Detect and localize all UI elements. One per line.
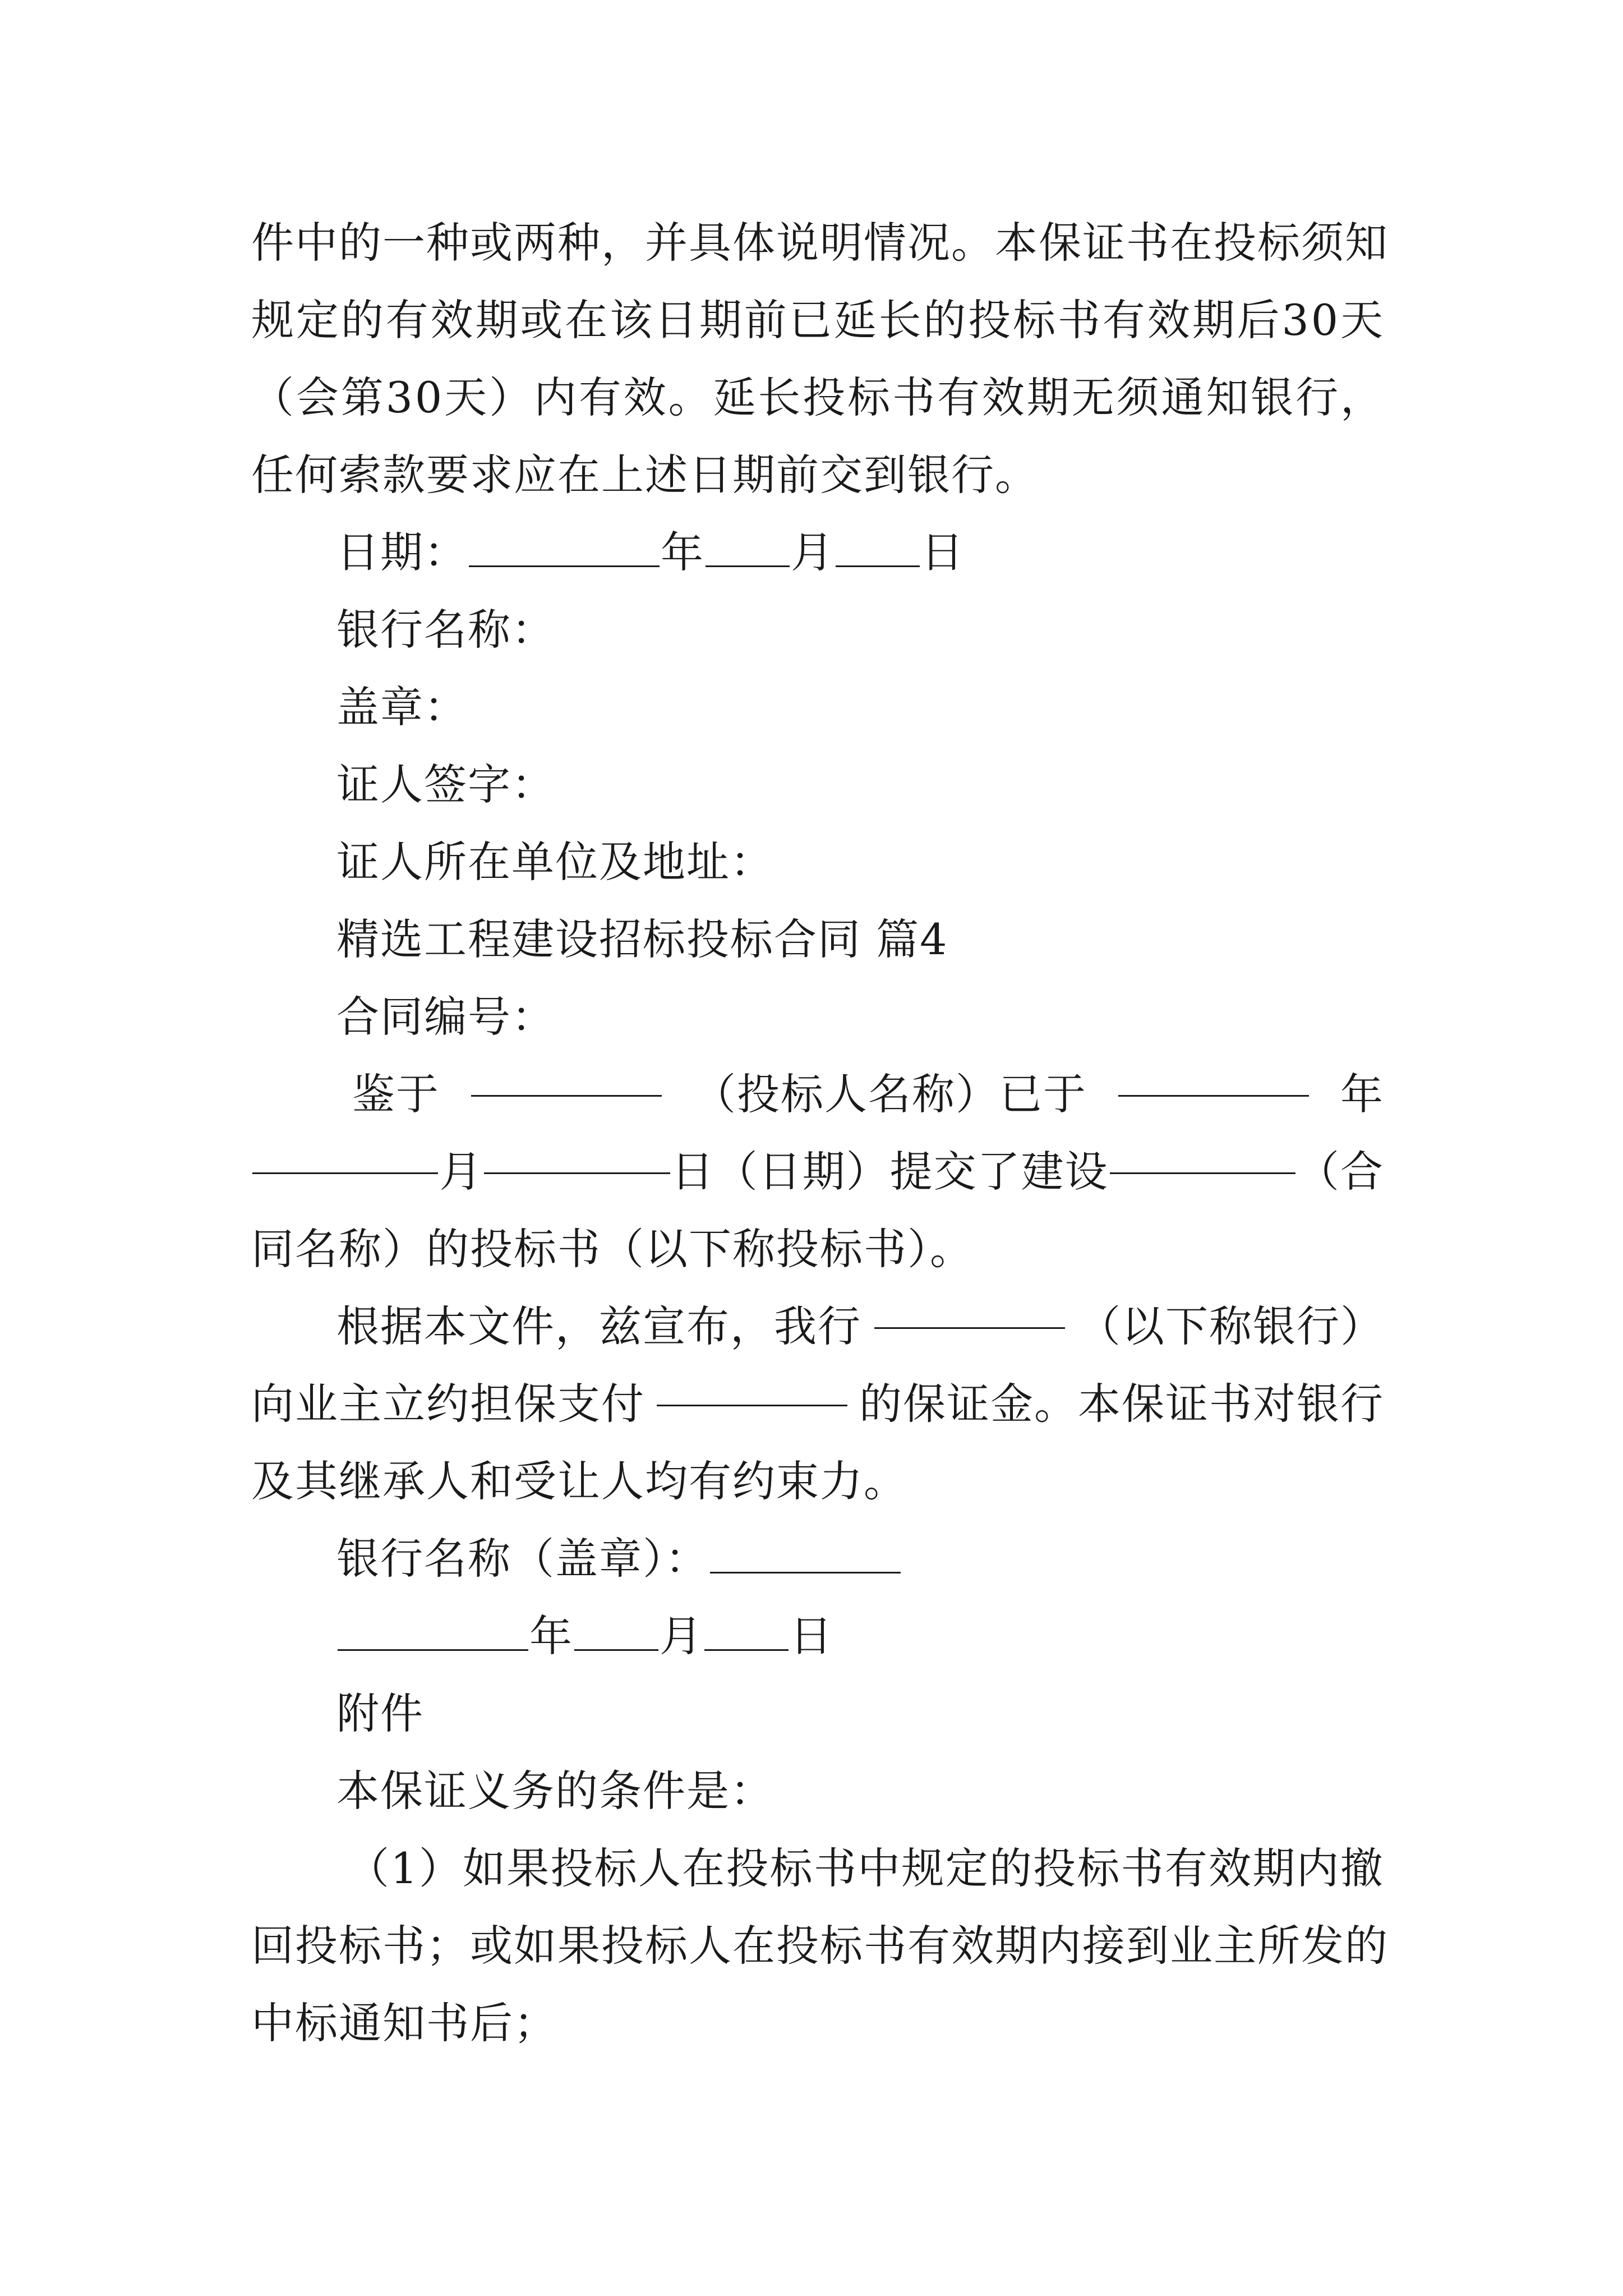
day-blank — [484, 1133, 670, 1174]
paragraph-line: 任何索款要求应在上述日期前交到银行。 — [251, 450, 1039, 500]
text: 年 — [1340, 1069, 1384, 1119]
month-label: 月 — [660, 1611, 703, 1661]
day-label: 日 — [921, 527, 965, 577]
paragraph-line: 规 定 的 有 效 期 或 在 该 日 期 前 已 延 长 的 投 标 书 有 效 期 后 3 0 天 — [251, 295, 1384, 345]
paragraph-line — [251, 1133, 1384, 1211]
paragraph-line: 同名称）的投标书（以下称投标书）。 — [251, 1224, 974, 1274]
bank-name-line: 银行名称： — [336, 605, 555, 655]
text: 向业主立约担保支付 — [251, 1379, 645, 1429]
bank-blank — [874, 1288, 1065, 1329]
year-blank — [1118, 1056, 1309, 1097]
witness-signature-line: 证人签字： — [336, 760, 555, 809]
paragraph-line: 及其继承人和受让人均有约束力。 — [251, 1456, 907, 1506]
paragraph-line: 中标通知书后； — [251, 1998, 557, 2048]
bidder-blank — [471, 1056, 662, 1097]
amount-blank — [657, 1365, 847, 1406]
text: 银行名称（盖章）： — [336, 1534, 709, 1584]
section-title: 精选工程建设招标投标合同 篇4 — [336, 914, 948, 964]
attachment-heading: 附件 — [336, 1688, 424, 1738]
witness-unit-line: 证人所在单位及地址： — [336, 837, 774, 887]
year-label: 年 — [661, 527, 704, 577]
paragraph-line — [251, 1056, 1384, 1133]
text: （投标人名称）已于 — [693, 1069, 1087, 1119]
paragraph-line: 件 中 的 一 种 或 两 种 ， 并 具 体 说 明 情 况 。 本 保 证 书 在 投 标 须 知 — [251, 218, 1389, 268]
date-label: 日期： — [336, 527, 468, 577]
paragraph-line: 回 投 标 书 ； 或 如 果 投 标 人 在 投 标 书 有 效 期 内 接 到 业 主 所 发 的 — [251, 1921, 1389, 1971]
text: 根据本文件，兹宣布，我行 — [336, 1301, 861, 1351]
paragraph-line — [251, 1365, 1384, 1443]
day-blank — [704, 1610, 789, 1651]
date-line — [251, 1598, 1384, 1675]
month-blank — [252, 1133, 438, 1174]
text: （合 — [1296, 1147, 1384, 1197]
year-blank — [469, 526, 660, 567]
date-line — [251, 514, 1384, 591]
conditions-intro: 本保证义务的条件是： — [336, 1766, 774, 1816]
year-blank — [338, 1610, 528, 1651]
project-blank — [1110, 1133, 1295, 1174]
day-blank — [836, 526, 920, 567]
text: 鉴于 — [352, 1069, 440, 1119]
paragraph-line — [251, 1288, 1384, 1365]
text: 月 — [439, 1147, 483, 1197]
bank-seal-blank — [710, 1533, 901, 1573]
paragraph-line: （ 会 第 3 0 天 ） 内 有 效 。 延 长 投 标 书 有 效 期 无 须 通 知 银 行 ， — [251, 372, 1384, 422]
month-label: 月 — [791, 527, 834, 577]
month-blank — [574, 1610, 658, 1651]
text: 日（日期）提交了建设 — [671, 1147, 1109, 1197]
day-label: 日 — [790, 1611, 833, 1661]
text: 的保证金。本保证书对银行 — [859, 1379, 1384, 1429]
document-body — [251, 204, 1389, 2062]
paragraph-line: （ 1 ） 如 果 投 标 人 在 投 标 书 中 规 定 的 投 标 书 有 效 期 内 撤 — [347, 1843, 1384, 1893]
year-label: 年 — [529, 1611, 573, 1661]
contract-number-line: 合同编号： — [336, 992, 555, 1042]
text: （以下称银行） — [1078, 1301, 1384, 1351]
seal-line: 盖章： — [336, 682, 468, 732]
month-blank — [706, 526, 790, 567]
bank-seal-line — [251, 1520, 1384, 1598]
